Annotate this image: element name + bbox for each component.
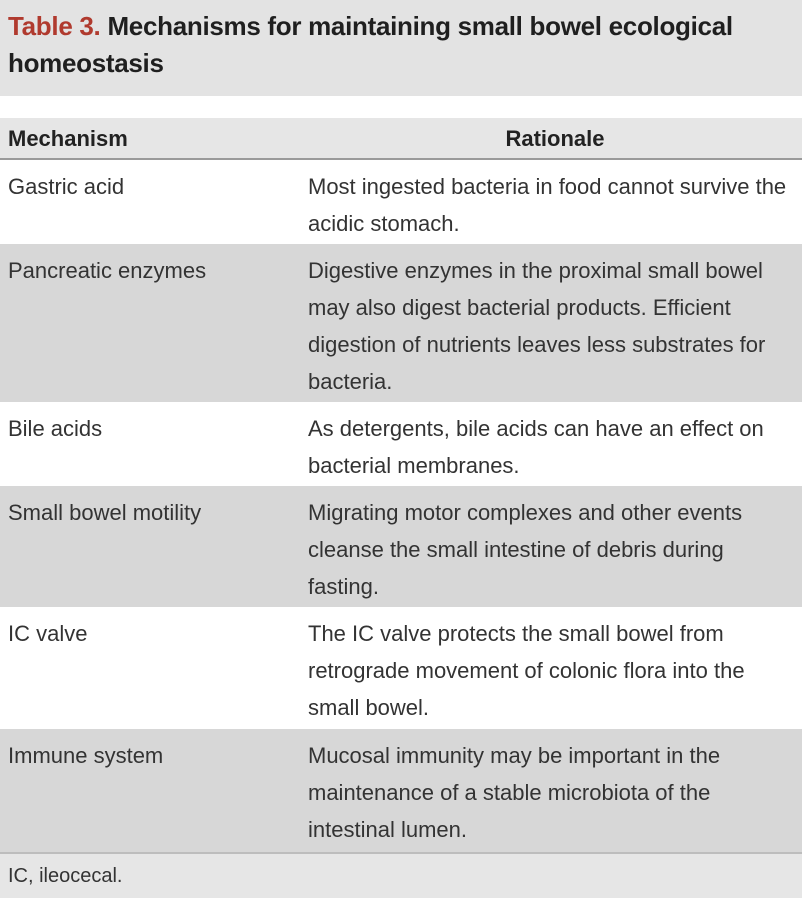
cell-mechanism: Immune system bbox=[8, 743, 164, 768]
table-row bbox=[0, 402, 802, 486]
cell-mechanism: IC valve bbox=[8, 621, 88, 646]
cell-rationale: Mucosal immunity may be important in the maintenance of a stable microbiota of the intestinal lumen. bbox=[308, 743, 721, 842]
caption-text bbox=[8, 8, 794, 82]
table-row bbox=[0, 244, 802, 402]
cell-mechanism: Bile acids bbox=[8, 416, 103, 441]
table-row bbox=[0, 729, 802, 852]
cell-mechanism: Pancreatic enzymes bbox=[8, 258, 207, 283]
table-title: Mechanisms for maintaining small bowel ecological homeostasis bbox=[8, 11, 733, 78]
table-row bbox=[0, 607, 802, 729]
header-mechanism: Mechanism bbox=[8, 126, 128, 151]
cell-mechanism: Small bowel motility bbox=[8, 500, 202, 525]
cell-mechanism: Gastric acid bbox=[8, 174, 125, 199]
cell-rationale: The IC valve protects the small bowel from retrograde movement of colonic flora into the small bowel. bbox=[308, 621, 745, 720]
table-row bbox=[0, 486, 802, 607]
cell-rationale: Digestive enzymes in the proximal small bowel may also digest bacterial products. Efficient digestion of nutrients leaves less substrates for bacteria. bbox=[308, 258, 766, 394]
table-header bbox=[0, 118, 802, 160]
table-footnote bbox=[0, 852, 802, 898]
cell-rationale: Most ingested bacteria in food cannot survive the acidic stomach. bbox=[308, 174, 787, 236]
cell-rationale: Migrating motor complexes and other events cleanse the small intestine of debris during fasting. bbox=[308, 500, 743, 599]
header-rationale: Rationale bbox=[505, 126, 605, 151]
table-caption bbox=[0, 0, 802, 96]
cell-rationale: As detergents, bile acids can have an effect on bacterial membranes. bbox=[308, 416, 764, 478]
footnote-text: IC, ileocecal. bbox=[8, 865, 123, 887]
table-number: Table 3. bbox=[8, 11, 101, 41]
table-row bbox=[0, 160, 802, 244]
